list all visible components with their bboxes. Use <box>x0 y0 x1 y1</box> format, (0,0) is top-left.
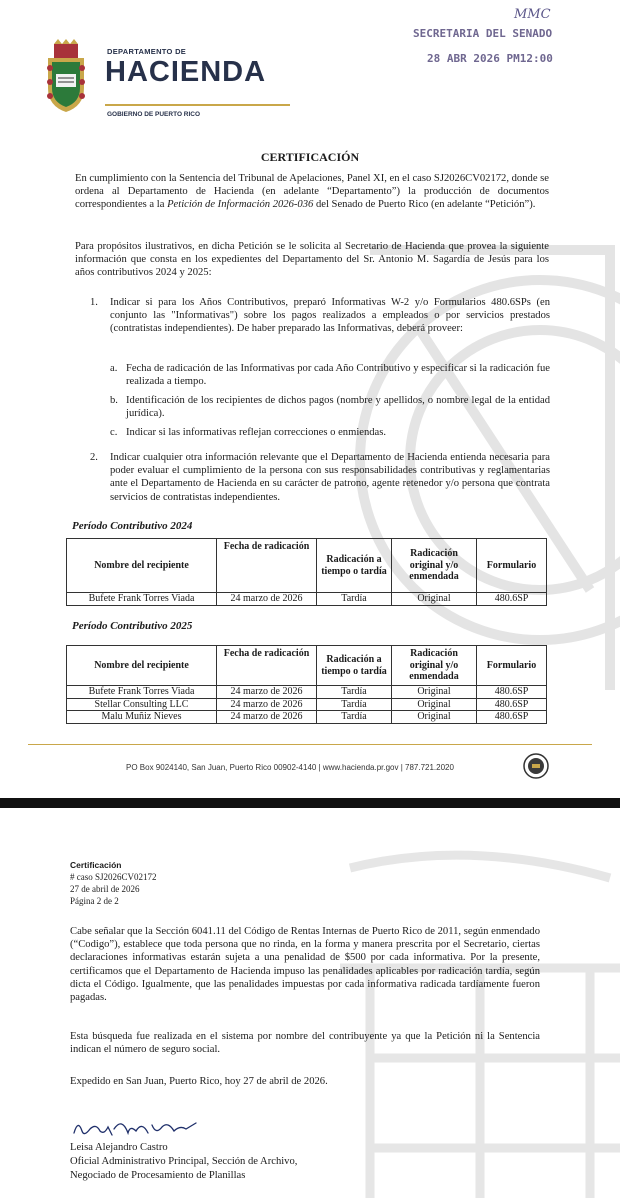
intro-p1-end: del Senado de Puerto Rico (en adelante “Petición”). <box>313 199 536 211</box>
cell-date: 24 marzo de 2026 <box>217 593 317 606</box>
table-header-row <box>67 539 547 593</box>
cell-form: 480.6SP <box>477 711 547 724</box>
cell-recipient: Bufete Frank Torres Viada <box>67 593 217 606</box>
col-header-timing: Radicación a tiempo o tardía <box>317 539 392 593</box>
coat-of-arms-logo <box>36 38 96 114</box>
period-2025-title: Período Contributivo 2025 <box>72 620 193 632</box>
col-header-form: Formulario <box>477 539 547 593</box>
gov-label: GOBIERNO DE PUERTO RICO <box>107 111 201 118</box>
search-paragraph: Esta búsqueda fue realizada en el sistema por nombre del contribuyente ya que la Petición ni la Sentencia indican el número de seguro social. <box>70 1031 540 1056</box>
col-header-date: Fecha de radicación <box>217 646 317 686</box>
table-header-row <box>67 646 547 686</box>
page-separator <box>0 798 620 808</box>
signer-name: Leisa Alejandro Castro <box>70 1142 168 1153</box>
document-title: CERTIFICACIÓN <box>260 150 360 164</box>
page2-date: 27 de abril de 2026 <box>70 884 140 894</box>
cell-timing: Tardía <box>317 711 392 724</box>
header-divider <box>105 104 290 106</box>
cell-timing: Tardía <box>317 593 392 606</box>
cell-recipient: Stellar Consulting LLC <box>67 698 217 711</box>
col-header-recipient: Nombre del recipiente <box>67 646 217 686</box>
cell-original: Original <box>392 686 477 699</box>
cell-form: 480.6SP <box>477 698 547 711</box>
dept-label: DEPARTAMENTO DE <box>107 47 187 56</box>
petition-reference: Petición de Información 2026-036 <box>167 199 314 211</box>
sublist-item-b: Identificación de los recipientes de dichos pagos (nombre y apellidos, o nombre legal de la entidad jurídica). <box>126 395 550 420</box>
cell-form: 480.6SP <box>477 686 547 699</box>
sublist-item-a: Fecha de radicación de las Informativas por cada Año Contributivo y especificar si la radicación fue realizada a tiempo. <box>126 363 550 388</box>
received-stamp-office: SECRETARIA DEL SENADO <box>413 27 553 40</box>
signer-title-line-2: Negociado de Procesamiento de Planillas <box>70 1170 246 1181</box>
table-row <box>67 698 547 711</box>
list-number-1: 1. <box>90 297 98 308</box>
page2-header-title <box>70 860 122 871</box>
list-number-2: 2. <box>90 452 98 463</box>
cell-original: Original <box>392 711 477 724</box>
cell-date: 24 marzo de 2026 <box>217 698 317 711</box>
received-stamp-date: 28 ABR 2026 PM12:00 <box>427 52 553 65</box>
period-2025-table <box>66 645 547 724</box>
table-row <box>67 593 547 606</box>
col-header-original: Radicación original y/o enmendada <box>392 539 477 593</box>
watermark-crest-2 <box>330 848 620 1198</box>
stamp-initials: MMC <box>514 7 551 22</box>
dept-name: HACIENDA <box>105 56 267 88</box>
table-row <box>67 686 547 699</box>
meta-title: Certificación <box>70 860 122 870</box>
sublist-label-b: b. <box>110 395 118 406</box>
col-header-original: Radicación original y/o enmendada <box>392 646 477 686</box>
period-2024-title: Período Contributivo 2024 <box>72 520 193 532</box>
col-header-form: Formulario <box>477 646 547 686</box>
seal-icon <box>523 753 549 779</box>
cell-original: Original <box>392 593 477 606</box>
penalty-paragraph: Cabe señalar que la Sección 6041.11 del Código de Rentas Internas de Puerto Rico de 2011, según enmendado (“Codigo”), establece que toda persona que no rinda, en la forma y manera prescrita por el Secretario, ciertas declaraciones informativas estarán sujeta a una penalidad de $500 por cada informativa. Por la presente, certificamos que el Departamento de Hacienda impuso las penalidades aplicables por radicación tardía, según dicta el Código. Igualmente, que las penalidades impuestas por cada informativa radicada tardíamente fueron pagadas. <box>70 926 540 1004</box>
handwritten-signature <box>70 1115 200 1141</box>
cell-recipient: Bufete Frank Torres Viada <box>67 686 217 699</box>
intro-paragraph-2: Para propósitos ilustrativos, en dicha Petición se le solicita al Secretario de Hacienda que provea la siguiente información que consta en los expedientes del Departamento del Sr. Antonio M. Sagardía de Jesús para los años contributivos 2024 y 2025: <box>75 241 549 279</box>
sublist-label-a: a. <box>110 363 118 374</box>
list-item-2: Indicar cualquier otra información relevante que el Departamento de Hacienda entienda necesaria para poder evaluar el cumplimiento de la persona con sus responsabilidades contributivas y reglamentarias ante el Departamento de Hacienda en su carácter de patrono, agente retenedor y/o persona que contrata servicios de contratistas independientes. <box>110 452 550 503</box>
page2-case-number: # caso SJ2026CV02172 <box>70 872 157 882</box>
sublist-item-c: Indicar si las informativas reflejan correcciones o enmiendas. <box>126 427 387 438</box>
cell-timing: Tardía <box>317 686 392 699</box>
col-header-timing: Radicación a tiempo o tardía <box>317 646 392 686</box>
cell-recipient: Malu Muñiz Nieves <box>67 711 217 724</box>
cell-timing: Tardía <box>317 698 392 711</box>
issued-paragraph: Expedido en San Juan, Puerto Rico, hoy 27 de abril de 2026. <box>70 1076 328 1087</box>
cell-form: 480.6SP <box>477 593 547 606</box>
intro-paragraph-1 <box>75 172 549 212</box>
sublist-label-c: c. <box>110 427 118 438</box>
intro-p1-start: En cumplimiento con la Sentencia del Tribunal de Apelaciones, Panel XI, en el caso SJ2026CV02172, donde se ordena al Departamento de Hacienda (en adelante “Departamento”) la producción de documentos correspondientes a la <box>75 173 549 211</box>
col-header-date: Fecha de radicación <box>217 539 317 593</box>
footer-divider <box>28 744 592 745</box>
table-row <box>67 711 547 724</box>
signer-title-line-1: Oficial Administrativo Principal, Sección de Archivo, <box>70 1156 298 1167</box>
page2-page-number: Página 2 de 2 <box>70 896 119 906</box>
cell-date: 24 marzo de 2026 <box>217 686 317 699</box>
period-2024-table <box>66 538 547 606</box>
list-item-1: Indicar si para los Años Contributivos, preparó Informativas W-2 y/o Formularios 480.6SPs (en conjunto las "Informativas") sobre los pagos realizados a empleados o por servicios prestados (contratistas independientes). De haber preparado las Informativas, deberá proveer: <box>110 297 550 335</box>
cell-original: Original <box>392 698 477 711</box>
footer-contact: PO Box 9024140, San Juan, Puerto Rico 00902-4140 | www.hacienda.pr.gov | 787.721.2020 <box>126 763 454 772</box>
col-header-recipient: Nombre del recipiente <box>67 539 217 593</box>
cell-date: 24 marzo de 2026 <box>217 711 317 724</box>
